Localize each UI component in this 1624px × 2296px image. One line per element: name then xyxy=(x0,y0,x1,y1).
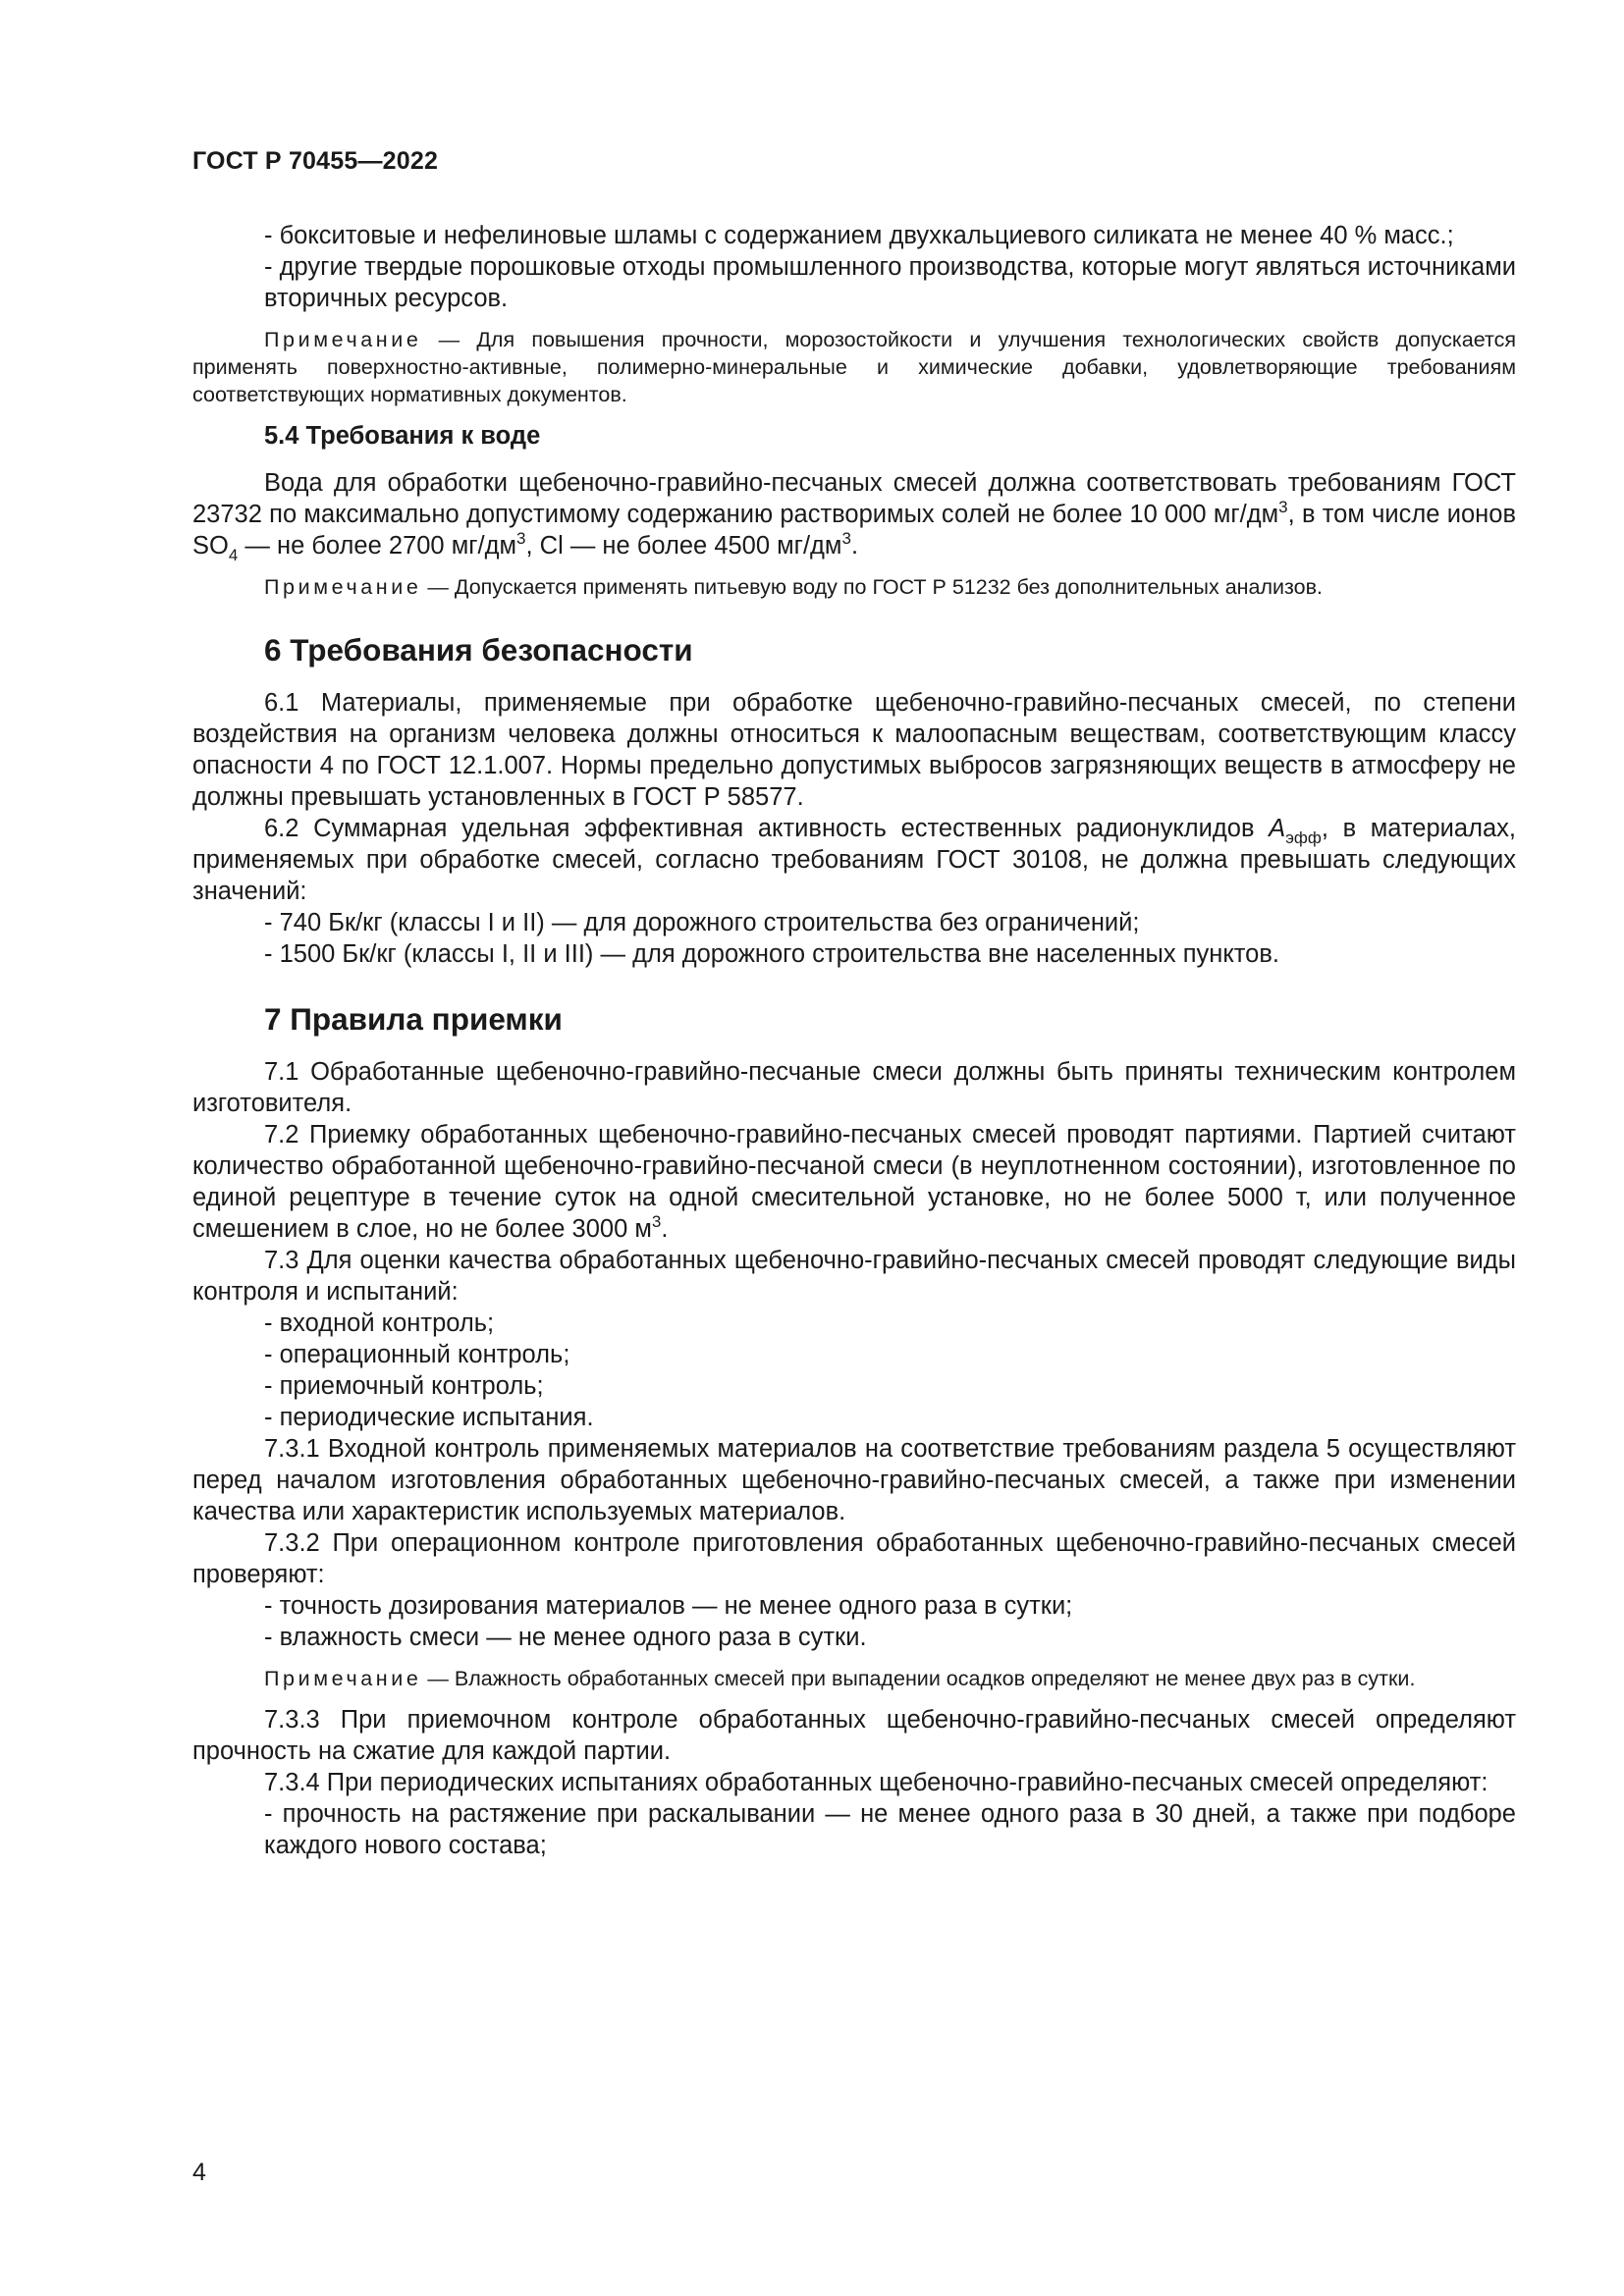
list-item: - приемочный контроль; xyxy=(264,1372,544,1400)
paragraph-6-1: 6.1 Материалы, применяемые при обработке щебеночно-гравийно-песчаных смесей, по степени воздействия на организм человека должны относиться к малоопасным веществам, соответствующим классу опасности 4 по ГОСТ 12.1.007. Нормы предельно допустимых выбросов загрязняющих веществ в атмосферу не должны превышать установленных в ГОСТ Р 58577. xyxy=(192,689,1516,811)
note-label: Примечание xyxy=(264,575,422,599)
paragraph-7-3-2: 7.3.2 При операционном контроле приготовления обработанных щебеночно-гравийно-песчаных смесей проверяют: xyxy=(192,1529,1516,1588)
list-item: - прочность на растяжение при раскалывании — не менее одного раза в 30 дней, а также при подборе каждого нового состава; xyxy=(264,1800,1516,1859)
list-item: - 740 Бк/кг (классы I и II) — для дорожного строительства без ограничений; xyxy=(264,909,1140,936)
list-item: - операционный контроль; xyxy=(264,1341,570,1368)
paragraph-6-2: 6.2 Суммарная удельная эффективная активность естественных радионуклидов $A_{эфф}$, в материалах, применяемых при обработке смесей, согласно требованиям ГОСТ 30108, не должна превышать следующих значений: xyxy=(192,815,1516,905)
paragraph-7-3-1: 7.3.1 Входной контроль применяемых материалов на соответствие требованиям раздела 5 осуществляют перед началом изготовления обработанных щебеночно-гравийно-песчаных смесей, а также при изменении качества или характеристик используемых материалов. xyxy=(192,1435,1516,1525)
note-label: Примечание xyxy=(264,328,422,351)
paragraph-7-3: 7.3 Для оценки качества обработанных щебеночно-гравийно-песчаных смесей проводят следующие виды контроля и испытаний: xyxy=(192,1247,1516,1306)
note-text: — Влажность обработанных смесей при выпадении осадков определяют не менее двух раз в сутки. xyxy=(421,1667,1416,1690)
note xyxy=(192,326,1516,408)
list-item: - периодические испытания. xyxy=(264,1404,594,1431)
section-heading-6: 6 Требования безопасности xyxy=(264,632,693,667)
list-item: - точность дозирования материалов — не менее одного раза в сутки; xyxy=(264,1592,1073,1620)
paragraph-7-3-3: 7.3.3 При приемочном контроле обработанных щебеночно-гравийно-песчаных смесей определяют прочность на сжатие для каждой партии. xyxy=(192,1706,1516,1765)
paragraph-7-1: 7.1 Обработанные щебеночно-гравийно-песчаные смеси должны быть приняты техническим контролем изготовителя. xyxy=(192,1058,1516,1117)
list-item: - другие твердые порошковые отходы промышленного производства, которые могут являться источниками вторичных ресурсов. xyxy=(264,253,1516,312)
section-heading-7: 7 Правила приемки xyxy=(264,1001,563,1037)
list-item: - 1500 Бк/кг (классы I, II и III) — для дорожного строительства вне населенных пунктов. xyxy=(264,940,1279,968)
list-item: - бокситовые и нефелиновые шламы с содержанием двухкальциевого силиката не менее 40 % масс.; xyxy=(264,222,1454,249)
paragraph-7-2: 7.2 Приемку обработанных щебеночно-гравийно-песчаных смесей проводят партиями. Партией считают количество обработанной щебеночно-гравийно-песчаной смеси (в неуплотненном состоянии), изготовленное по единой рецептуре в течение суток на одной смесительной установке, но не более 5000 т, или полученное смешением в слое, но не более 3000 $м^3$. xyxy=(192,1121,1516,1243)
note-text: — Допускается применять питьевую воду по ГОСТ Р 51232 без дополнительных анализов. xyxy=(421,575,1324,599)
subsection-heading-5-4: 5.4 Требования к воде xyxy=(264,422,541,450)
document-body xyxy=(192,220,1516,1861)
note-label: Примечание xyxy=(264,1667,422,1690)
paragraph-7-3-4: 7.3.4 При периодических испытаниях обработанных щебеночно-гравийно-песчаных смесей определяют: xyxy=(264,1769,1489,1796)
page-number: 4 xyxy=(192,2159,206,2186)
note xyxy=(192,573,1516,601)
paragraph-water: Вода для обработки щебеночно-гравийно-песчаных смесей должна соответствовать требованиям ГОСТ 23732 по максимально допустимому содержанию растворимых солей не более 10 000 $мг/дм^3$, в том числе ионов $SO_4$ — не более 2700 $мг/дм^3$, Cl — не более 4500 $мг/дм^3$. xyxy=(192,469,1516,564)
document-header: ГОСТ Р 70455—2022 xyxy=(192,147,439,175)
note-text: — Для повышения прочности, морозостойкости и улучшения технологических свойств допускается применять поверхностно-активные, полимерно-минеральные и химические добавки, удовлетворяющие требованиям соответствующих нормативных документов. xyxy=(192,328,1516,406)
list-item: - входной контроль; xyxy=(264,1309,495,1337)
note xyxy=(192,1665,1516,1692)
list-item: - влажность смеси — не менее одного раза в сутки. xyxy=(264,1624,867,1651)
